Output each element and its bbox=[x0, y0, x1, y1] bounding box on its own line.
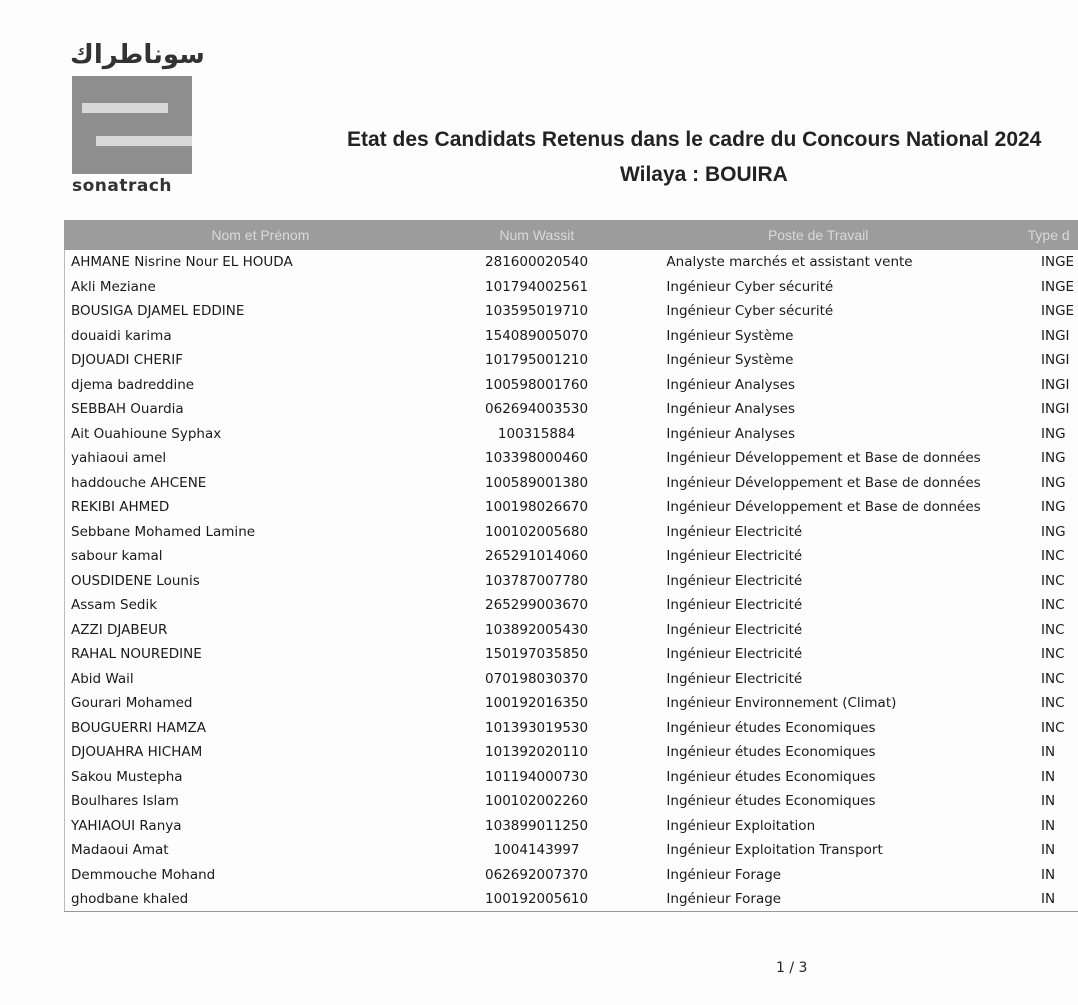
cell-name: DJOUADI CHERIF bbox=[71, 352, 184, 369]
cell-type: IN bbox=[1041, 891, 1056, 908]
table-row bbox=[65, 495, 1078, 520]
cell-type: INC bbox=[1041, 646, 1065, 663]
cell-num-wassit: 100192005610 bbox=[485, 891, 589, 908]
table-row bbox=[65, 667, 1078, 692]
table-row bbox=[65, 814, 1078, 839]
cell-type: ING bbox=[1041, 474, 1066, 491]
cell-poste: Ingénieur Cyber sécurité bbox=[666, 278, 834, 295]
cell-name: sabour kamal bbox=[71, 548, 163, 565]
cell-type: INC bbox=[1041, 621, 1065, 638]
cell-num-wassit: 150197035850 bbox=[485, 646, 589, 663]
cell-name: haddouche AHCENE bbox=[71, 474, 207, 491]
cell-num-wassit: 101194000730 bbox=[485, 768, 589, 785]
cell-num-wassit: 100192016350 bbox=[485, 695, 589, 712]
cell-name: Gourari Mohamed bbox=[71, 695, 193, 712]
cell-name: Boulhares Islam bbox=[71, 793, 179, 810]
cell-type: INGI bbox=[1041, 401, 1070, 418]
page-subtitle: Wilaya : BOUIRA bbox=[620, 163, 788, 186]
table-row bbox=[65, 373, 1078, 398]
cell-num-wassit: 100315884 bbox=[497, 425, 576, 442]
cell-poste: Ingénieur Cyber sécurité bbox=[666, 303, 834, 320]
table-body bbox=[64, 250, 1078, 912]
cell-type: IN bbox=[1041, 744, 1056, 761]
cell-poste: Ingénieur études Economiques bbox=[666, 768, 876, 785]
cell-num-wassit: 100598001760 bbox=[485, 376, 589, 393]
cell-num-wassit: 070198030370 bbox=[485, 670, 589, 687]
cell-poste: Ingénieur études Economiques bbox=[666, 793, 876, 810]
logo-latin-text: sonatrach bbox=[72, 176, 173, 196]
column-header-poste: Poste de Travail bbox=[767, 227, 869, 243]
cell-type: INGE bbox=[1041, 254, 1075, 271]
cell-name: djema badreddine bbox=[71, 376, 195, 393]
cell-poste: Ingénieur Exploitation Transport bbox=[666, 842, 883, 859]
cell-name: RAHAL NOUREDINE bbox=[71, 646, 202, 663]
table-row bbox=[65, 569, 1078, 594]
cell-num-wassit: 101794002561 bbox=[485, 278, 589, 295]
cell-poste: Ingénieur Electricité bbox=[666, 548, 803, 565]
table-row bbox=[65, 275, 1078, 300]
table-row bbox=[65, 716, 1078, 741]
table-row bbox=[65, 593, 1078, 618]
cell-type: INGI bbox=[1041, 327, 1070, 344]
cell-poste: Ingénieur Environnement (Climat) bbox=[666, 695, 897, 712]
cell-num-wassit: 100102002260 bbox=[485, 793, 589, 810]
cell-name: YAHIAOUI Ranya bbox=[71, 817, 182, 834]
cell-name: Madaoui Amat bbox=[71, 842, 169, 859]
cell-poste: Ingénieur Forage bbox=[666, 891, 782, 908]
table-header bbox=[64, 220, 1078, 250]
cell-type: INC bbox=[1041, 719, 1065, 736]
cell-name: yahiaoui amel bbox=[71, 450, 167, 467]
cell-name: Sakou Mustepha bbox=[71, 768, 183, 785]
cell-num-wassit: 062692007370 bbox=[485, 866, 589, 883]
cell-type: IN bbox=[1041, 768, 1056, 785]
sonatrach-logo-icon bbox=[72, 76, 192, 174]
cell-poste: Ingénieur Forage bbox=[666, 866, 782, 883]
cell-poste: Ingénieur Exploitation bbox=[666, 817, 816, 834]
cell-name: ghodbane khaled bbox=[71, 891, 189, 908]
cell-poste: Ingénieur études Economiques bbox=[666, 719, 876, 736]
table-row bbox=[65, 863, 1078, 888]
cell-type: ING bbox=[1041, 523, 1066, 540]
cell-type: INC bbox=[1041, 572, 1065, 589]
cell-num-wassit: 265291014060 bbox=[485, 548, 589, 565]
cell-num-wassit: 103398000460 bbox=[485, 450, 589, 467]
cell-type: IN bbox=[1041, 793, 1056, 810]
cell-poste: Ingénieur Système bbox=[666, 352, 794, 369]
page-title: Etat des Candidats Retenus dans le cadre du Concours National 2024 bbox=[347, 128, 1042, 151]
page-number: 1 / 3 bbox=[776, 960, 808, 976]
cell-poste: Ingénieur Electricité bbox=[666, 523, 803, 540]
cell-poste: Ingénieur Analyses bbox=[666, 425, 796, 442]
cell-name: BOUSIGA DJAMEL EDDINE bbox=[71, 303, 245, 320]
cell-name: AZZI DJABEUR bbox=[71, 621, 168, 638]
cell-num-wassit: 100198026670 bbox=[485, 499, 589, 516]
cell-type: IN bbox=[1041, 866, 1056, 883]
column-header-num: Num Wassit bbox=[499, 227, 575, 243]
cell-name: AHMANE Nisrine Nour EL HOUDA bbox=[71, 254, 293, 271]
cell-type: INGI bbox=[1041, 376, 1070, 393]
table-row bbox=[65, 691, 1078, 716]
cell-num-wassit: 103892005430 bbox=[485, 621, 589, 638]
cell-num-wassit: 265299003670 bbox=[485, 597, 589, 614]
cell-poste: Ingénieur Electricité bbox=[666, 646, 803, 663]
cell-type: ING bbox=[1041, 425, 1066, 442]
cell-poste: Ingénieur Electricité bbox=[666, 572, 803, 589]
cell-poste: Ingénieur Système bbox=[666, 327, 794, 344]
cell-num-wassit: 100102005680 bbox=[485, 523, 589, 540]
cell-type: ING bbox=[1041, 450, 1066, 467]
cell-type: ING bbox=[1041, 499, 1066, 516]
table-row bbox=[65, 544, 1078, 569]
table-row bbox=[65, 618, 1078, 643]
cell-poste: Ingénieur Développement et Base de données bbox=[666, 499, 981, 516]
cell-num-wassit: 062694003530 bbox=[485, 401, 589, 418]
cell-type: INGI bbox=[1041, 352, 1070, 369]
cell-num-wassit: 154089005070 bbox=[485, 327, 589, 344]
cell-poste: Ingénieur Electricité bbox=[666, 597, 803, 614]
table-row bbox=[65, 348, 1078, 373]
cell-poste: Ingénieur Electricité bbox=[666, 670, 803, 687]
cell-poste: Ingénieur études Economiques bbox=[666, 744, 876, 761]
table-row bbox=[65, 422, 1078, 447]
cell-type: INGE bbox=[1041, 303, 1075, 320]
cell-name: Demmouche Mohand bbox=[71, 866, 216, 883]
cell-name: Ait Ouahioune Syphax bbox=[71, 425, 222, 442]
cell-num-wassit: 101393019530 bbox=[485, 719, 589, 736]
cell-name: BOUGUERRI HAMZA bbox=[71, 719, 206, 736]
table-row bbox=[65, 765, 1078, 790]
table-row bbox=[65, 642, 1078, 667]
cell-type: INGE bbox=[1041, 278, 1075, 295]
table-row bbox=[65, 740, 1078, 765]
cell-num-wassit: 101795001210 bbox=[485, 352, 589, 369]
table-row bbox=[65, 250, 1078, 275]
table-row bbox=[65, 446, 1078, 471]
cell-name: DJOUAHRA HICHAM bbox=[71, 744, 203, 761]
table-row bbox=[65, 789, 1078, 814]
table-row bbox=[65, 887, 1078, 912]
cell-num-wassit: 1004143997 bbox=[493, 842, 580, 859]
cell-name: Assam Sedik bbox=[71, 597, 158, 614]
cell-name: OUSDIDENE Lounis bbox=[71, 572, 200, 589]
cell-name: SEBBAH Ouardia bbox=[71, 401, 184, 418]
cell-name: Akli Meziane bbox=[71, 278, 156, 295]
table-row bbox=[65, 324, 1078, 349]
cell-name: REKIBI AHMED bbox=[71, 499, 170, 516]
cell-poste: Ingénieur Electricité bbox=[666, 621, 803, 638]
cell-type: INC bbox=[1041, 670, 1065, 687]
cell-num-wassit: 103787007780 bbox=[485, 572, 589, 589]
column-header-name: Nom et Prénom bbox=[211, 227, 310, 243]
cell-num-wassit: 281600020540 bbox=[485, 254, 589, 271]
table-row bbox=[65, 397, 1078, 422]
cell-type: INC bbox=[1041, 695, 1065, 712]
table-row bbox=[65, 838, 1078, 863]
cell-num-wassit: 100589001380 bbox=[485, 474, 589, 491]
cell-poste: Ingénieur Développement et Base de données bbox=[666, 474, 981, 491]
cell-name: douaidi karima bbox=[71, 327, 172, 344]
cell-type: IN bbox=[1041, 842, 1056, 859]
cell-type: INC bbox=[1041, 548, 1065, 565]
logo-arabic-text: سوناطراك bbox=[70, 40, 205, 70]
cell-type: INC bbox=[1041, 597, 1065, 614]
cell-name: Abid Wail bbox=[71, 670, 134, 687]
cell-poste: Analyste marchés et assistant vente bbox=[666, 254, 913, 271]
cell-num-wassit: 103899011250 bbox=[485, 817, 589, 834]
cell-poste: Ingénieur Analyses bbox=[666, 376, 796, 393]
table-row bbox=[65, 471, 1078, 496]
cell-poste: Ingénieur Développement et Base de données bbox=[666, 450, 981, 467]
table-row bbox=[65, 299, 1078, 324]
cell-poste: Ingénieur Analyses bbox=[666, 401, 796, 418]
table-row bbox=[65, 520, 1078, 545]
cell-type: IN bbox=[1041, 817, 1056, 834]
cell-num-wassit: 103595019710 bbox=[485, 303, 589, 320]
cell-name: Sebbane Mohamed Lamine bbox=[71, 523, 256, 540]
cell-num-wassit: 101392020110 bbox=[485, 744, 589, 761]
column-header-type: Type d bbox=[1027, 227, 1070, 243]
candidates-table bbox=[64, 220, 1078, 912]
